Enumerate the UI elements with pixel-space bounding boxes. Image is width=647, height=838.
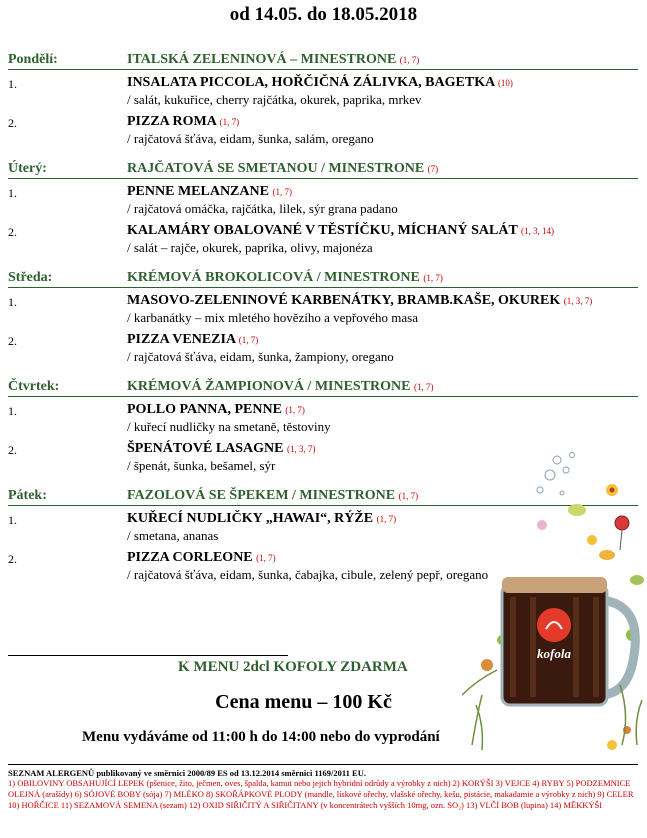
dish-allergens: (1, 7) bbox=[376, 514, 397, 524]
dish-name: PENNE MELANZANE bbox=[127, 184, 269, 199]
dish-name: PIZZA VENEZIA bbox=[127, 332, 236, 347]
day-name: Úterý: bbox=[8, 161, 47, 176]
soup-name: KRÉMOVÁ BROKOLICOVÁ / MINESTRONE bbox=[127, 270, 420, 285]
dish-name: PIZZA ROMA bbox=[127, 114, 217, 129]
day-name: Pondělí: bbox=[8, 52, 58, 67]
day-header bbox=[8, 52, 638, 70]
dish-allergens: (1, 7) bbox=[272, 187, 292, 197]
dish-number: 1. bbox=[8, 295, 17, 309]
day-name: Čtvrtek: bbox=[8, 379, 60, 394]
allergen-legend-title: SEZNAM ALERGENŮ publikovaný ve směrnici 2000/89 ES od 13.12.2014 směrnici 1169/2011 EU. bbox=[8, 768, 366, 778]
dish-name: ŠPENÁTOVÉ LASAGNE bbox=[127, 441, 284, 456]
dish-allergens: (1, 7) bbox=[219, 117, 240, 127]
dish-description: / karbanátky – mix mletého hovězího a vepřového masa bbox=[127, 310, 418, 325]
soup-of-day bbox=[127, 161, 438, 177]
dish-name: POLLO PANNA, PENNE bbox=[127, 402, 282, 417]
dish-number: 2. bbox=[8, 225, 17, 239]
soup-allergens: (1, 7) bbox=[398, 491, 419, 501]
dish-number: 1. bbox=[8, 77, 17, 91]
soup-of-day bbox=[127, 379, 434, 395]
dish-description: / rajčatová šťáva, eidam, šunka, žampiony, oregano bbox=[127, 349, 394, 364]
dish-name: KALAMÁRY OBALOVANÉ V TĚSTÍČKU, MÍCHANÝ SALÁT bbox=[127, 223, 518, 238]
serving-hours: Menu vydáváme od 11:00 h do 14:00 nebo do vyprodání bbox=[82, 729, 440, 745]
soup-allergens: (1, 7) bbox=[414, 382, 434, 392]
divider bbox=[8, 655, 288, 656]
dish-number: 2. bbox=[8, 552, 17, 566]
bubbles-decoration bbox=[537, 453, 575, 496]
dish-name: PIZZA CORLEONE bbox=[127, 550, 253, 565]
dish-description: / salát – rajče, okurek, paprika, olivy, majonéza bbox=[127, 240, 373, 255]
dish-allergens: (10) bbox=[497, 78, 513, 88]
day-header bbox=[8, 161, 638, 179]
soup-name: KRÉMOVÁ ŽAMPIONOVÁ / MINESTRONE bbox=[127, 379, 411, 394]
mug bbox=[502, 577, 635, 705]
dish-name: MASOVO-ZELENINOVÉ KARBENÁTKY, BRAMB.KAŠE, OKUREK bbox=[127, 293, 561, 308]
page-title: od 14.05. do 18.05.2018 bbox=[229, 4, 418, 25]
dish-description: / smetana, ananas bbox=[127, 528, 219, 543]
soup-of-day bbox=[127, 488, 418, 504]
dish-allergens: (1, 7) bbox=[285, 405, 305, 415]
soup-name: RAJČATOVÁ SE SMETANOU / MINESTRONE bbox=[127, 161, 425, 176]
dish-number: 2. bbox=[8, 443, 17, 457]
dish-description: / rajčatová omáčka, rajčátka, lilek, sýr grana padano bbox=[127, 201, 398, 216]
day-name: Pátek: bbox=[8, 488, 47, 503]
kofola-offer: K MENU 2dcl KOFOLY ZDARMA bbox=[178, 659, 408, 675]
dish-allergens: (1, 7) bbox=[256, 553, 276, 563]
dish-item bbox=[8, 402, 638, 438]
soup-of-day bbox=[127, 270, 443, 286]
dish-number: 1. bbox=[8, 186, 17, 200]
soup-name: ITALSKÁ ZELENINOVÁ – MINESTRONE bbox=[127, 52, 397, 67]
dish-number: 2. bbox=[8, 116, 17, 130]
soup-allergens: (1, 7) bbox=[423, 273, 443, 283]
menu-price: Cena menu – 100 Kč bbox=[215, 691, 392, 713]
day-section-monday bbox=[8, 52, 638, 150]
dish-description: / salát, kukuřice, cherry rajčátka, okurek, paprika, mrkev bbox=[127, 92, 422, 107]
dish-item bbox=[8, 114, 638, 150]
day-header bbox=[8, 270, 638, 288]
dish-description: / rajčatová šťáva, eidam, šunka, salám, oregano bbox=[127, 131, 374, 146]
dish-number: 1. bbox=[8, 513, 17, 527]
dish-item bbox=[8, 75, 638, 111]
soup-allergens: (7) bbox=[427, 164, 439, 174]
day-header bbox=[8, 379, 638, 397]
mug-logo-text: kofola bbox=[537, 646, 571, 661]
dish-description: / rajčatová šťáva, eidam, šunka, čabajka, cibule, zelený pepř, oregano bbox=[127, 567, 489, 582]
soup-name: FAZOLOVÁ SE ŠPEKEM / MINESTRONE bbox=[127, 488, 396, 503]
dish-number: 1. bbox=[8, 404, 17, 418]
day-section-tuesday bbox=[8, 161, 638, 259]
dish-item bbox=[8, 332, 638, 368]
day-section-wednesday bbox=[8, 270, 638, 368]
dish-allergens: (1, 7) bbox=[238, 335, 259, 345]
soup-of-day bbox=[127, 52, 419, 68]
day-name: Středa: bbox=[8, 270, 53, 285]
allergen-legend-list: 1) OBILOVINY OBSAHUJÍCÍ LEPEK (pšenice, žito, ječmen, oves, špalda, kamut nebo jejich hybridní odrůdy a výrobky z nich) 2) KORÝŠI 3) VEJCE 4) RYBY 5) PODZEMNICE OLEJNÁ (arašídy) 6) SÓJOVÉ BOBY (sója) 7) MLÉKO 8) SKOŘÁPKOVÉ PLODY (mandle, lískové ořechy, vlašské ořechy, kešu, pistácie, makadamie a výrobky z nich) 9) CELER 10) HOŘČICE 11) SEZAMOVÁ SEMENA (sezam) 12) OXID SIŘIČITÝ A SIŘIČITANY (v koncentrátech vyšších 10mg, ozn. SO₂) 13) VLČÍ BOB (lupina) 14) MĚKKÝŠI bbox=[8, 778, 634, 810]
dish-allergens: (1, 3, 14) bbox=[521, 226, 555, 236]
dish-allergens: (1, 3, 7) bbox=[287, 444, 316, 454]
soup-allergens: (1, 7) bbox=[399, 55, 420, 65]
dish-name: KUŘECÍ NUDLIČKY „HAWAI“, RÝŽE bbox=[127, 511, 374, 526]
dish-item bbox=[8, 293, 638, 329]
dish-number: 2. bbox=[8, 334, 17, 348]
dish-allergens: (1, 3, 7) bbox=[563, 296, 593, 306]
dish-name: INSALATA PICCOLA, HOŘČIČNÁ ZÁLIVKA, BAGETKA bbox=[127, 75, 495, 90]
dish-item bbox=[8, 184, 638, 220]
dish-description: / špenát, šunka, bešamel, sýr bbox=[127, 458, 276, 473]
dish-item bbox=[8, 223, 638, 259]
dish-description: / kuřecí nudličky na smetaně, těstoviny bbox=[127, 419, 331, 434]
allergen-legend bbox=[8, 764, 638, 811]
